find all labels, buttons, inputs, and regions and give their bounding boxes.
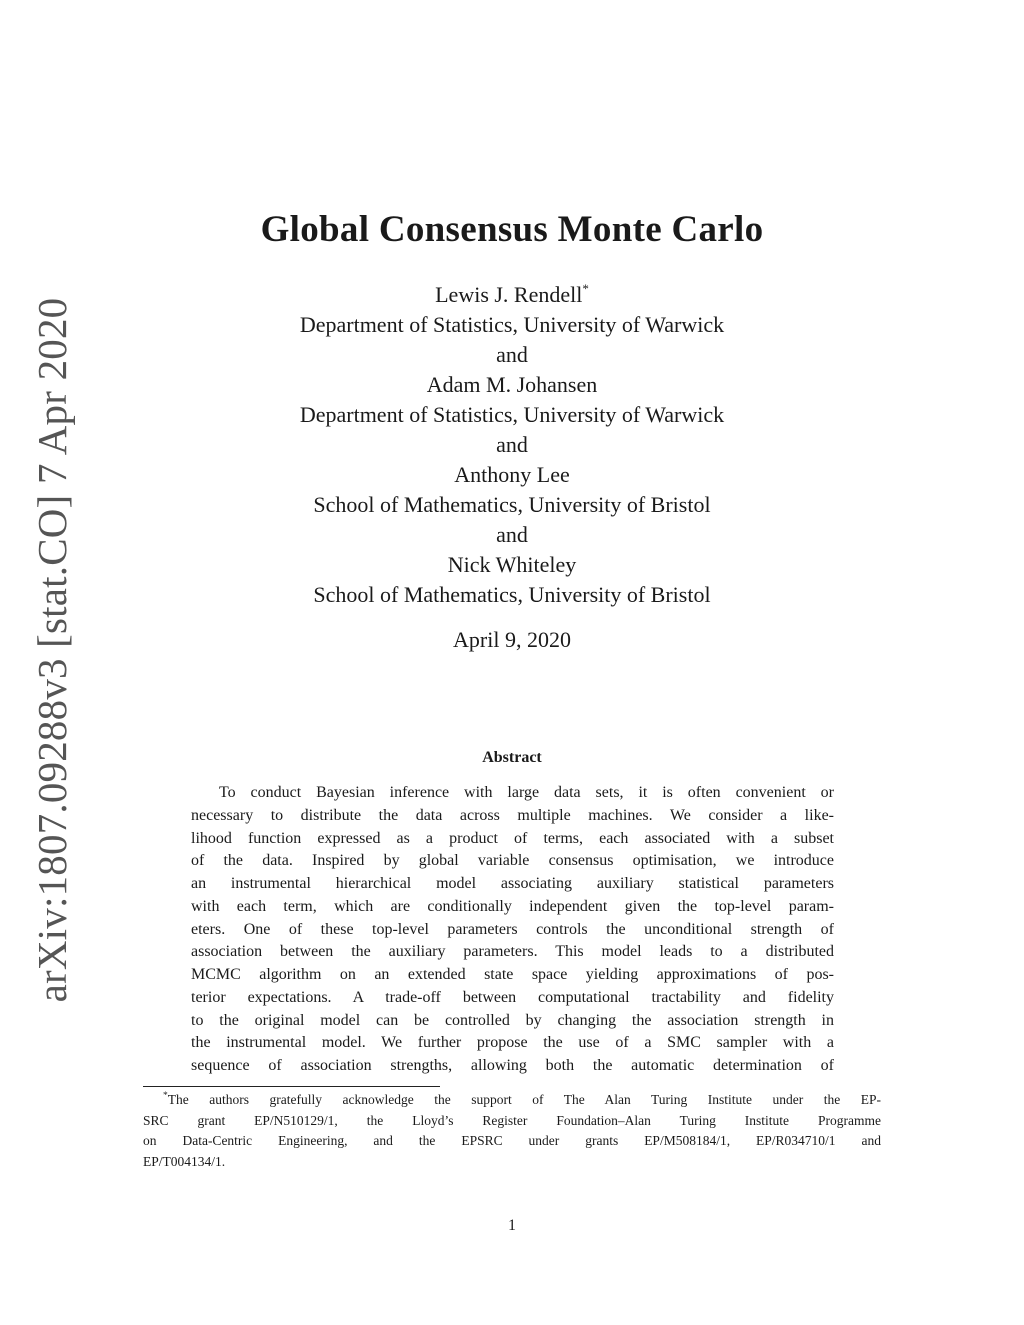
abstract-body (191, 782, 834, 1078)
author-affiliation: Department of Statistics, University of Warwick (299, 402, 725, 427)
abstract-line: terior expectations. A trade-off between computational tractability and fidelity (191, 988, 834, 1006)
footnote (143, 1090, 881, 1172)
abstract-line: association between the auxiliary parameters. This model leads to a distributed (191, 943, 834, 961)
page-number: 1 (508, 1217, 516, 1234)
author-separator: and (496, 522, 528, 547)
abstract-line: of the data. Inspired by global variable consensus optimisation, we introduce (191, 852, 834, 870)
footnote-line: SRC grant EP/N510129/1, the Lloyd’s Register Foundation–Alan Turing Institute Programme (143, 1112, 881, 1128)
author-name: Adam M. Johansen (426, 372, 598, 397)
author-affiliation: Department of Statistics, University of Warwick (299, 312, 725, 337)
abstract-line: eters. One of these top-level parameters controls the unconditional strength of (191, 920, 834, 938)
abstract-line: necessary to distribute the data across multiple machines. We consider a like- (191, 806, 834, 824)
author-name: Anthony Lee (454, 462, 570, 487)
author-name: Nick Whiteley (447, 552, 577, 577)
footnote-line: EP/T004134/1. (143, 1153, 226, 1169)
abstract-line: to the original model can be controlled by changing the association strength in (191, 1011, 834, 1029)
author-block (0, 280, 1024, 610)
author-name: Lewis J. Rendell* (435, 281, 589, 307)
abstract-line: MCMC algorithm on an extended state space yielding approximations of pos- (191, 966, 834, 983)
footnote-marker: * (163, 1091, 168, 1101)
abstract-line: with each term, which are conditionally independent given the top-level param- (191, 897, 834, 915)
footnote-line: on Data-Centric Engineering, and the EPSRC under grants EP/M508184/1, EP/R034710/1 and (143, 1133, 881, 1148)
arxiv-identifier: arXiv:1807.09288v3 [stat.CO] 7 Apr 2020 (29, 297, 75, 1003)
paper-date: April 9, 2020 (453, 627, 571, 652)
abstract-line: an instrumental hierarchical model associating auxiliary statistical parameters (191, 875, 834, 892)
abstract-line: the instrumental model. We further propose the use of a SMC sampler with a (191, 1034, 834, 1052)
footnote-rule (143, 1086, 440, 1087)
author-affiliation: School of Mathematics, University of Bristol (313, 582, 711, 607)
abstract-heading: Abstract (482, 749, 542, 766)
author-affiliation: School of Mathematics, University of Bristol (313, 492, 711, 517)
author-separator: and (496, 432, 528, 457)
paper-title: Global Consensus Monte Carlo (260, 209, 764, 250)
abstract-line: sequence of association strengths, allowing both the automatic determination of (191, 1057, 834, 1074)
abstract-line: To conduct Bayesian inference with large data sets, it is often convenient or (219, 784, 834, 801)
abstract-line: lihood function expressed as a product of terms, each associated with a subset (191, 829, 834, 847)
author-separator: and (496, 342, 528, 367)
footnote-marker: * (582, 281, 589, 296)
footnote-line: *The authors gratefully acknowledge the support of The Alan Turing Institute under the EP- (163, 1091, 881, 1107)
